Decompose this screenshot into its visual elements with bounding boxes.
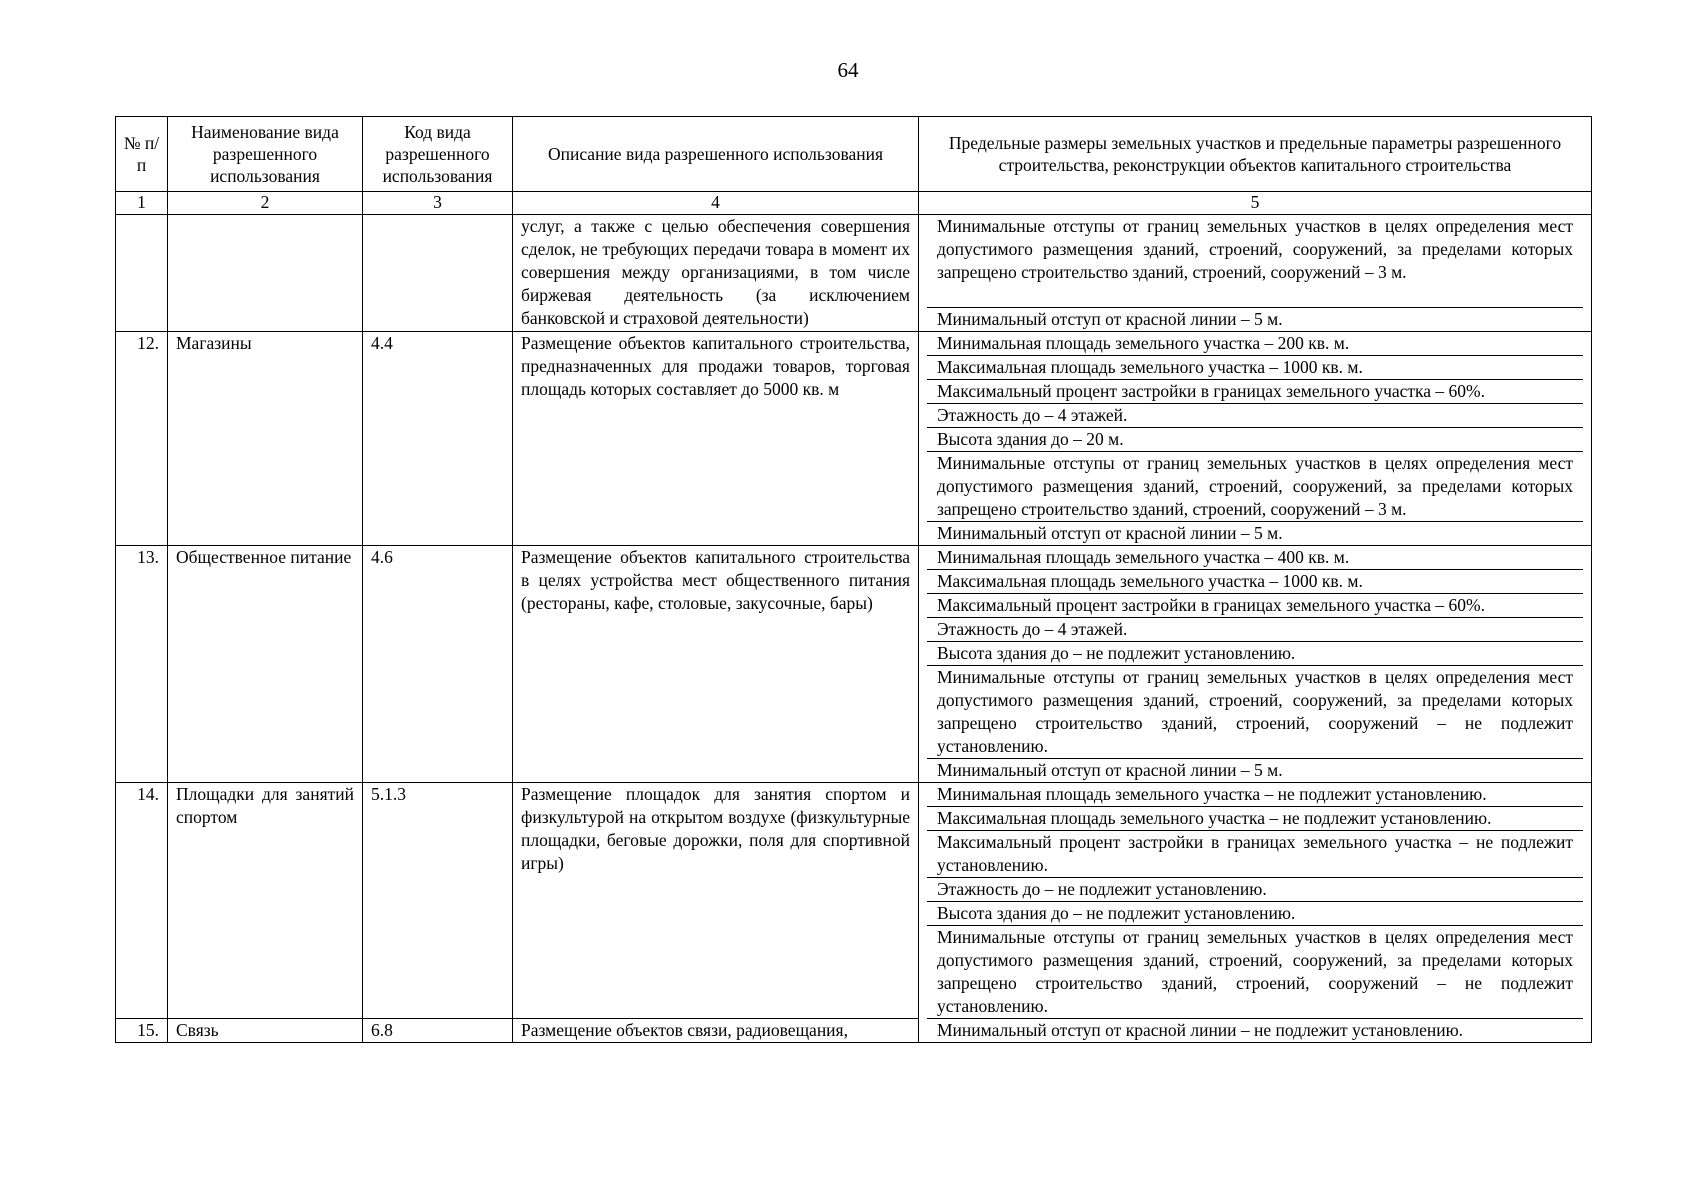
column-number: 2 [168, 192, 363, 215]
parameter-item: Минимальная площадь земельного участка – 200 кв. м. [927, 332, 1583, 356]
table-row [116, 783, 1592, 1019]
permitted-use-table [115, 116, 1592, 1043]
row-number: 13. [116, 546, 168, 783]
parameter-item: Максимальная площадь земельного участка – 1000 кв. м. [927, 356, 1583, 380]
header-use-description: Описание вида разрешенного использования [513, 117, 919, 192]
row-number: 12. [116, 332, 168, 546]
row-use-description: Размещение объектов капитального строительства в целях устройства мест общественного питания (рестораны, кафе, столовые, закусочные, бары) [513, 546, 919, 783]
row-use-name: Магазины [168, 332, 363, 546]
header-number: № п/п [116, 117, 168, 192]
parameter-item: Минимальный отступ от красной линии – 5 м. [937, 523, 1283, 543]
row-use-code: 4.4 [363, 332, 513, 546]
parameter-item: Высота здания до – 20 м. [927, 428, 1583, 452]
parameter-item: Высота здания до – не подлежит установлению. [927, 642, 1583, 666]
parameter-item: Этажность до – не подлежит установлению. [927, 878, 1583, 902]
parameter-item: Этажность до – 4 этажей. [927, 618, 1583, 642]
parameter-item: Минимальный отступ от красной линии – 5 м. [937, 760, 1283, 780]
header-use-code: Код вида разрешенного использования [363, 117, 513, 192]
parameter-item: Максимальный процент застройки в границах земельного участка – 60%. [927, 380, 1583, 404]
row-use-code: 5.1.3 [363, 783, 513, 1019]
column-number: 3 [363, 192, 513, 215]
column-number: 5 [919, 192, 1592, 215]
row-number: 14. [116, 783, 168, 1019]
parameter-item: Минимальные отступы от границ земельных участков в целях определения мест допустимого размещения зданий, строений, сооружений, за пределами которых запрещено строительство зданий, строений, сооружений – 3 м. [927, 215, 1583, 308]
parameter-item: Минимальные отступы от границ земельных участков в целях определения мест допустимого размещения зданий, строений, сооружений, за пределами которых запрещено строительство зданий, строений, сооружений – не подлежит установлению. [927, 926, 1583, 1019]
parameter-item: Минимальные отступы от границ земельных участков в целях определения мест допустимого размещения зданий, строений, сооружений, за пределами которых запрещено строительство зданий, строений, сооружений – не подлежит установлению. [927, 666, 1583, 759]
row-use-name: Связь [168, 1019, 363, 1043]
table-row [116, 332, 1592, 546]
row-use-code: 4.6 [363, 546, 513, 783]
parameter-item: Максимальная площадь земельного участка – не подлежит установлению. [927, 807, 1583, 831]
column-numbers-row [116, 192, 1592, 215]
parameter-item: Минимальный отступ от красной линии – 5 м. [937, 309, 1283, 329]
row-parameters [919, 783, 1592, 1043]
header-parameters: Предельные размеры земельных участков и предельные параметры разрешенного строительства, реконструкции объектов капитального строительства [919, 117, 1592, 192]
parameter-item: Этажность до – 4 этажей. [927, 404, 1583, 428]
column-number: 4 [513, 192, 919, 215]
row-use-name: Площадки для занятий спортом [168, 783, 363, 1019]
column-number: 1 [116, 192, 168, 215]
row-use-description: Размещение объектов связи, радиовещания, [513, 1019, 919, 1043]
row-parameters [919, 332, 1592, 546]
row-use-name: Общественное питание [168, 546, 363, 783]
row-use-code [363, 215, 513, 332]
row-use-description: услуг, а также с целью обеспечения совершения сделок, не требующих передачи товара в момент их совершения между организациями, в том числе биржевая деятельность (за исключением банковской и страховой деятельности) [513, 215, 919, 332]
parameter-item: Максимальная площадь земельного участка – 1000 кв. м. [927, 570, 1583, 594]
parameter-item: Максимальный процент застройки в границах земельного участка – не подлежит установлению. [927, 831, 1583, 878]
table-header-row [116, 117, 1592, 192]
parameter-item: Минимальная площадь земельного участка – не подлежит установлению. [927, 783, 1583, 807]
row-number [116, 215, 168, 332]
parameter-item: Высота здания до – не подлежит установлению. [927, 902, 1583, 926]
row-parameters [919, 215, 1592, 332]
parameter-item: Минимальные отступы от границ земельных участков в целях определения мест допустимого размещения зданий, строений, сооружений, за пределами которых запрещено строительство зданий, строений, сооружений – 3 м. [927, 452, 1583, 522]
row-use-description: Размещение площадок для занятия спортом и физкультурой на открытом воздухе (физкультурные площадки, беговые дорожки, поля для спортивной игры) [513, 783, 919, 1019]
page-number: 64 [837, 58, 859, 82]
row-parameters [919, 546, 1592, 783]
header-use-name: Наименование вида разрешенного использования [168, 117, 363, 192]
parameter-item: Минимальная площадь земельного участка – 400 кв. м. [927, 546, 1583, 570]
row-use-description: Размещение объектов капитального строительства, предназначенных для продажи товаров, торговая площадь которых составляет до 5000 кв. м [513, 332, 919, 546]
row-use-name [168, 215, 363, 332]
row-use-code: 6.8 [363, 1019, 513, 1043]
parameter-item: Минимальный отступ от красной линии – не подлежит установлению. [937, 1020, 1464, 1040]
table-row [116, 215, 1592, 332]
parameter-item: Максимальный процент застройки в границах земельного участка – 60%. [927, 594, 1583, 618]
table-row [116, 546, 1592, 783]
row-number: 15. [116, 1019, 168, 1043]
